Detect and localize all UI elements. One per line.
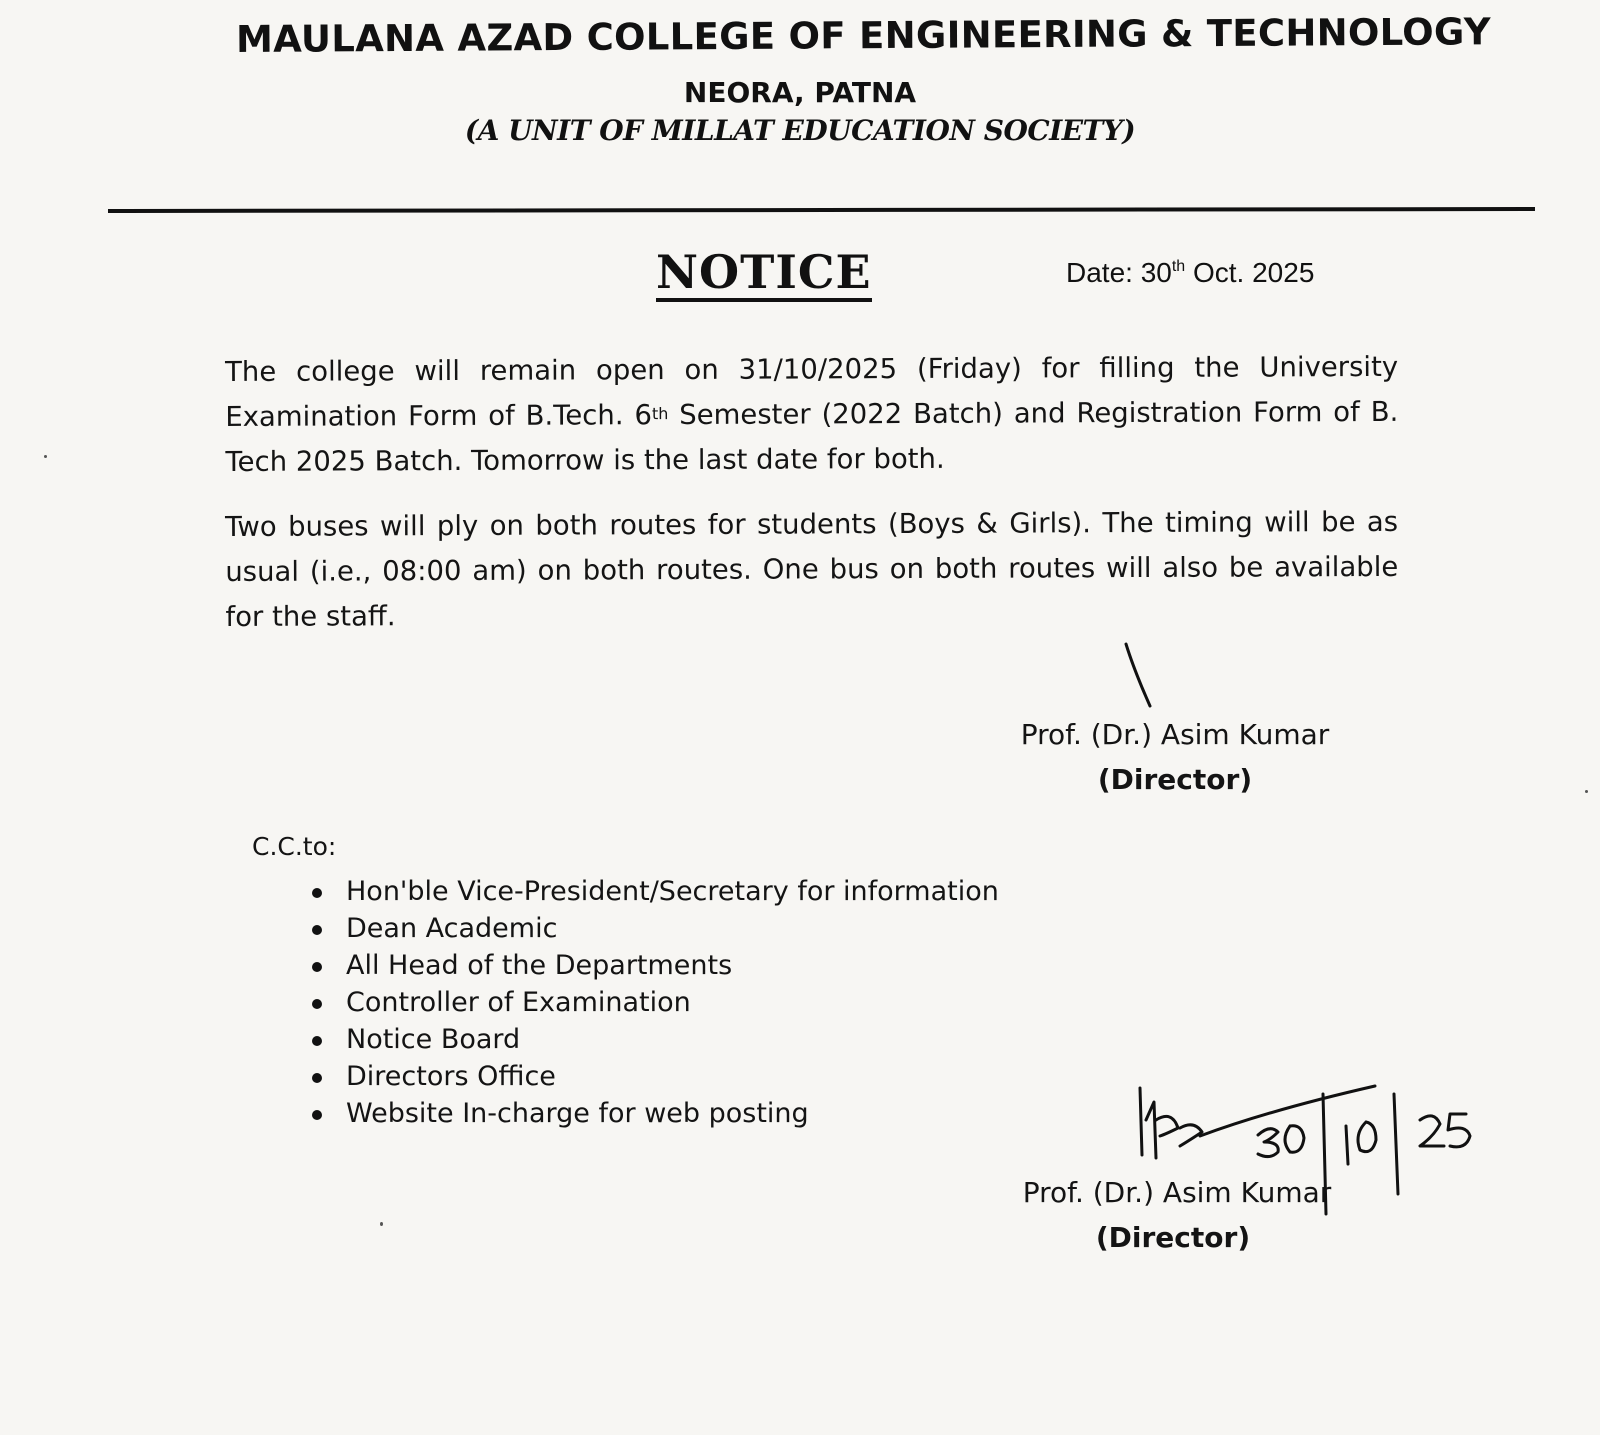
bullet-icon — [312, 925, 322, 935]
para1-suffix: th — [651, 404, 669, 424]
date-label: Date: 30 — [1066, 257, 1172, 288]
cc-item — [304, 1095, 999, 1132]
bullet-icon — [312, 1036, 322, 1046]
college-name: MAULANA AZAD COLLEGE OF ENGINEERING & TECHNOLOGY — [235, 10, 1492, 61]
signature-stroke — [1120, 640, 1160, 710]
cc-item-text: Website In-charge for web posting — [346, 1098, 809, 1129]
cc-item — [304, 1021, 999, 1058]
bullet-icon — [312, 888, 322, 898]
college-location: NEORA, PATNA — [683, 76, 917, 109]
cc-item-text: All Head of the Departments — [346, 950, 733, 981]
cc-item — [304, 947, 999, 984]
scan-speck — [380, 1222, 383, 1226]
cc-item-text: Dean Academic — [346, 913, 558, 944]
date-rest: Oct. 2025 — [1185, 257, 1315, 288]
cc-label: C.C.to: — [252, 832, 337, 861]
notice-title: NOTICE — [656, 248, 872, 302]
scan-speck — [44, 455, 47, 458]
scan-speck — [1585, 790, 1588, 793]
unit-line: (A UNIT OF MILLAT EDUCATION SOCIETY) — [464, 114, 1136, 147]
cc-item-text: Hon'ble Vice-President/Secretary for information — [346, 876, 999, 907]
signatory-copy-name: Prof. (Dr.) Asim Kumar — [1022, 1176, 1332, 1209]
signatory-copy-title: (Director) — [1095, 1221, 1251, 1254]
bullet-icon — [312, 1073, 322, 1083]
date-suffix: th — [1171, 258, 1186, 275]
cc-item — [304, 873, 999, 910]
signatory-name: Prof. (Dr.) Asim Kumar — [1020, 718, 1330, 751]
header-divider — [108, 207, 1535, 213]
para1-text-a: The college will remain open on 31/10/2025 (Friday) for filling the University Examination Form of B.Tech. 6 — [225, 350, 1399, 433]
cc-item-text: Directors Office — [346, 1061, 556, 1092]
cc-item-text: Notice Board — [346, 1024, 521, 1055]
notice-paragraph-2: Two buses will ply on both routes for students (Boys & Girls). The timing will be as usual (i.e., 08:00 am) on both routes. One bus on both routes will also be available for the staff. — [225, 505, 1399, 633]
cc-item-text: Controller of Examination — [346, 987, 691, 1018]
notice-date — [1066, 257, 1314, 289]
para1-text-b: Semester (2022 Batch) and Registration Form of B. Tech 2025 Batch. Tomorrow is the last date for both. — [225, 395, 1399, 478]
bullet-icon — [312, 1110, 322, 1120]
notice-paragraph-1 — [225, 345, 1399, 485]
cc-item — [304, 910, 999, 947]
cc-list — [304, 873, 999, 1132]
signatory-title: (Director) — [1097, 763, 1253, 796]
cc-item — [304, 984, 999, 1021]
cc-item — [304, 1058, 999, 1095]
bullet-icon — [312, 962, 322, 972]
bullet-icon — [312, 999, 322, 1009]
